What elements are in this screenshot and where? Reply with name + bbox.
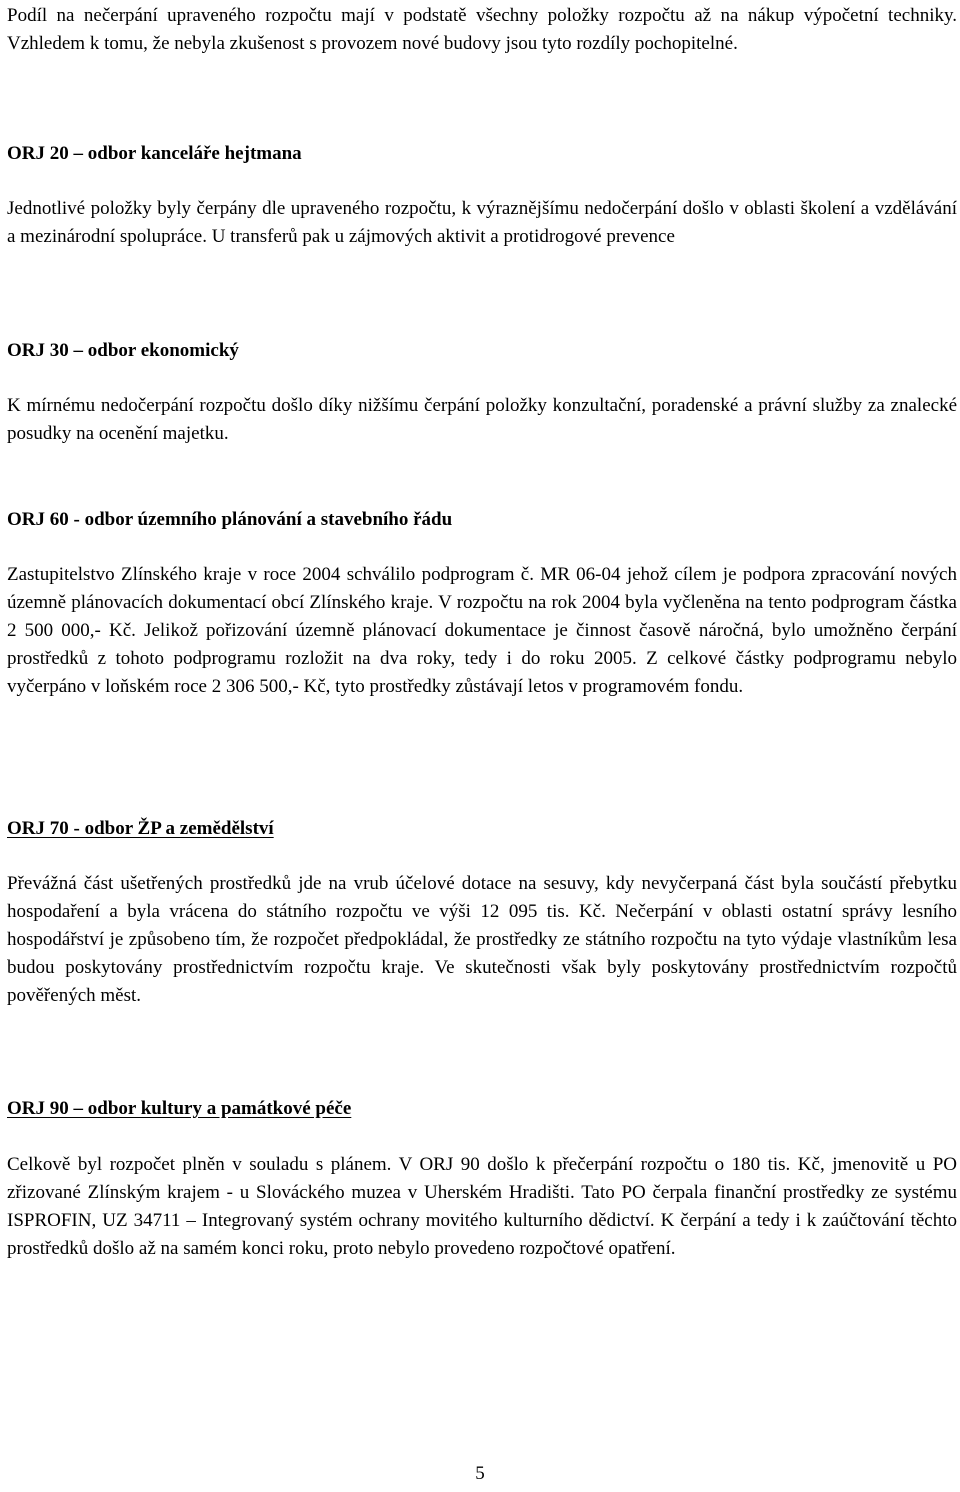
section-body-orj30: K mírnému nedočerpání rozpočtu došlo díky nižšímu čerpání položky konzultační, poradenské a právní služby za znalecké posudky na ocenění majetku. bbox=[7, 395, 957, 444]
page-number: 5 bbox=[475, 1463, 485, 1484]
section-body-orj20: Jednotlivé položky byly čerpány dle upraveného rozpočtu, k výraznějšímu nedočerpání došlo v oblasti školení a vzdělávání a mezinárodní spolupráce. U transferů pak u zájmových aktivit a protidrogové prevence bbox=[7, 198, 957, 247]
section-body-orj60: Zastupitelstvo Zlínského kraje v roce 2004 schválilo podprogram č. MR 06-04 jehož cílem je podpora zpracování nových územně plánovacích dokumentací obcí Zlínského kraje. V rozpočtu na rok 2004 byla vyčleněna na tento podprogram částka 2 500 000,- Kč. Jelikož pořizování územně plánovací dokumentace je činnost časově náročná, bylo umožněno čerpání prostředků z tohoto podprogramu rozložit na dva roky, tedy i do roku 2005. Z celkové částky podprogramu nebylo vyčerpáno v loňském roce 2 306 500,- Kč, tyto prostředky zůstávají letos v programovém fondu. bbox=[7, 564, 957, 697]
section-heading-orj70: ORJ 70 - odbor ŽP a zemědělství bbox=[7, 818, 274, 839]
section-heading-orj20: ORJ 20 – odbor kanceláře hejtmana bbox=[7, 143, 302, 164]
section-heading-orj30: ORJ 30 – odbor ekonomický bbox=[7, 340, 239, 361]
section-heading-orj60: ORJ 60 - odbor územního plánování a stavebního řádu bbox=[7, 509, 453, 530]
section-heading-orj90: ORJ 90 – odbor kultury a památkové péče bbox=[7, 1098, 352, 1119]
section-body-orj90: Celkově byl rozpočet plněn v souladu s plánem. V ORJ 90 došlo k přečerpání rozpočtu o 180 tis. Kč, jmenovitě u PO zřizované Zlínským krajem - u Slováckého muzea v Uherském Hradišti. Tato PO čerpala finanční prostředky ze systému ISPROFIN, UZ 34711 – Integrovaný systém ochrany movitého kulturního dědictví. K čerpání a tedy i k zaúčtování těchto prostředků došlo až na samém konci roku, proto nebylo provedeno rozpočtové opatření. bbox=[7, 1154, 957, 1259]
intro-paragraph: Podíl na nečerpání upraveného rozpočtu mají v podstatě všechny položky rozpočtu až na nákup výpočetní techniky. Vzhledem k tomu, že nebyla zkušenost s provozem nové budovy jsou tyto rozdíly pochopitelné. bbox=[7, 5, 957, 54]
section-body-orj70: Převážná část ušetřených prostředků jde na vrub účelové dotace na sesuvy, kdy nevyčerpaná část byla součástí přebytku hospodaření a byla vrácena do státního rozpočtu ve výši 12 095 tis. Kč. Nečerpání v oblasti ostatní správy lesního hospodářství je způsobeno tím, že rozpočet předpokládal, že prostředky ze státního rozpočtu na tyto výdaje vlastníkům lesa budou poskytovány prostřednictvím rozpočtu kraje. Ve skutečnosti však byly poskytovány prostřednictvím rozpočtů pověřených měst. bbox=[7, 873, 957, 1006]
